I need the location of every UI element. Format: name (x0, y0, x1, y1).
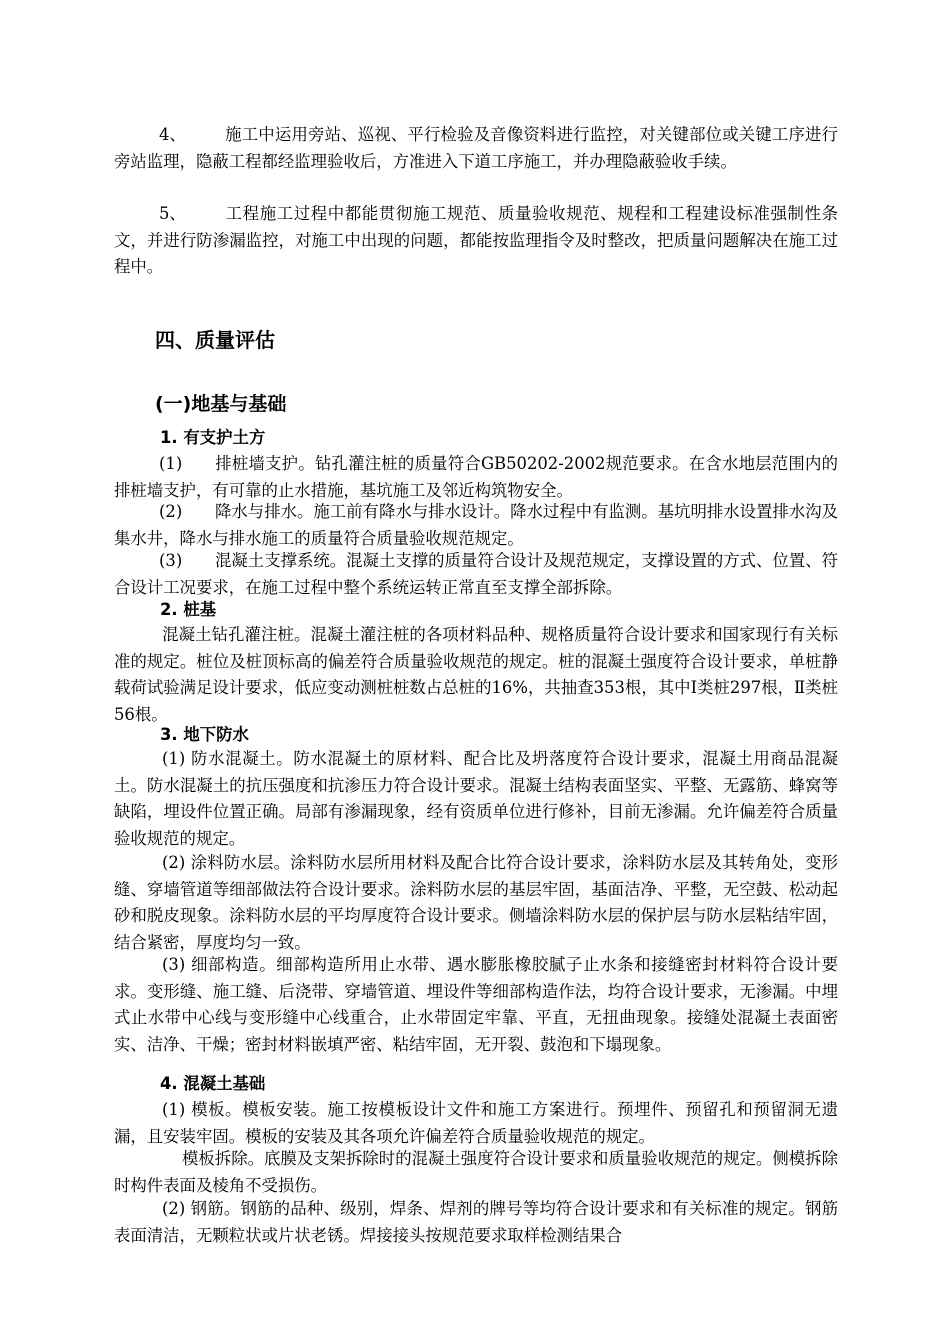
paragraph-concrete-2 (114, 1146, 838, 1199)
paragraph-waterproof-2 (114, 850, 838, 956)
paragraph-waterproof-3 (114, 952, 838, 1058)
concrete-text: (1) 模板。模板安装。施工按模板设计文件和施工方案进行。预埋件、预留孔和预留洞无遗漏，且安装牢固。模板的安装及其各项允许偏差符合质量验收规范的规定。 (114, 1100, 838, 1146)
paragraph-support-2 (114, 499, 838, 552)
item-number: 4、 (159, 125, 186, 144)
heading-supported-earthwork: 1. 有支护土方 (160, 428, 266, 447)
item-number: (3) (159, 551, 183, 570)
paragraph-support-3 (114, 548, 838, 601)
item-text: 混凝土支撑系统。混凝土支撑的质量符合设计及规范规定，支撑设置的方式、位置、符合设计工况要求，在施工过程中整个系统运转正常直至支撑全部拆除。 (114, 551, 838, 597)
section-title: 四、质量评估 (155, 328, 275, 352)
paragraph-concrete-3 (114, 1196, 838, 1249)
paragraph-item-5 (114, 201, 838, 281)
paragraph-support-1 (114, 451, 838, 504)
item-number: (2) (159, 502, 183, 521)
paragraph-pile (114, 622, 838, 728)
waterproof-text: (2) 涂料防水层。涂料防水层所用材料及配合比符合设计要求，涂料防水层及其转角处，变形缝、穿墙管道等细部做法符合设计要求。涂料防水层的基层牢固，基面洁净、平整，无空鼓、松动起砂和脱皮现象。涂料防水层的平均厚度符合设计要求。侧墙涂料防水层的保护层与防水层粘结牢固，结合紧密，厚度均匀一致。 (114, 853, 838, 952)
waterproof-text: (1) 防水混凝土。防水混凝土的原材料、配合比及坍落度符合设计要求，混凝土用商品混凝土。防水混凝土的抗压强度和抗渗压力符合设计要求。混凝土结构表面坚实、平整、无露筋、蜂窝等缺陷，埋设件位置正确。局部有渗漏现象，经有资质单位进行修补，目前无渗漏。允许偏差符合质量验收规范的规定。 (114, 749, 838, 848)
item-text: 降水与排水。施工前有降水与排水设计。降水过程中有监测。基坑明排水设置排水沟及集水井，降水与排水施工的质量符合质量验收规范规定。 (114, 502, 838, 548)
pile-text: 混凝土钻孔灌注桩。混凝土灌注桩的各项材料品种、规格质量符合设计要求和国家现行有关标准的规定。桩位及桩顶标高的偏差符合质量验收规范的规定。桩的混凝土强度符合设计要求，单桩静载荷试验满足设计要求，低应变动测桩桩数占总桩的16%，共抽查353根，其中Ⅰ类桩297根，Ⅱ类桩56根。 (114, 625, 838, 724)
paragraph-waterproof-1 (114, 746, 838, 852)
heading-underground-waterproof: 3. 地下防水 (160, 725, 249, 744)
item-text: 施工中运用旁站、巡视、平行检验及音像资料进行监控，对关键部位或关键工序进行旁站监理，隐蔽工程都经监理验收后，方准进入下道工序施工，并办理隐蔽验收手续。 (114, 125, 838, 171)
heading-concrete-foundation: 4. 混凝土基础 (160, 1074, 266, 1093)
waterproof-text: (3) 细部构造。细部构造所用止水带、遇水膨胀橡胶腻子止水条和接缝密封材料符合设计要求。变形缝、施工缝、后浇带、穿墙管道、埋设件等细部构造作法，均符合设计要求，无渗漏。中埋式止水带中心线与变形缝中心线重合，止水带固定牢靠、平直，无扭曲现象。接缝处混凝土表面密实、洁净、干燥；密封材料嵌填严密、粘结牢固，无开裂、鼓泡和下塌现象。 (114, 955, 838, 1054)
item-number: 5、 (159, 204, 186, 223)
item-text: 排桩墙支护。钻孔灌注桩的质量符合GB50202-2002规范要求。在含水地层范围内的排桩墙支护，有可靠的止水措施，基坑施工及邻近构筑物安全。 (114, 454, 838, 500)
item-number: (1) (159, 454, 183, 473)
paragraph-item-4 (114, 122, 838, 175)
heading-pile-foundation: 2. 桩基 (160, 600, 217, 619)
subsection-title: (一)地基与基础 (155, 393, 287, 415)
concrete-text: (2) 钢筋。钢筋的品种、级别，焊条、焊剂的牌号等均符合设计要求和有关标准的规定。钢筋表面清洁，无颗粒状或片状老锈。焊接接头按规范要求取样检测结果合 (114, 1199, 838, 1245)
concrete-text: 模板拆除。底膜及支架拆除时的混凝土强度符合设计要求和质量验收规范的规定。侧模拆除时构件表面及棱角不受损伤。 (114, 1149, 838, 1195)
paragraph-concrete-1 (114, 1097, 838, 1150)
item-text: 工程施工过程中都能贯彻施工规范、质量验收规范、规程和工程建设标准强制性条文，并进行防渗漏监控，对施工中出现的问题，都能按监理指令及时整改，把质量问题解决在施工过程中。 (114, 204, 838, 276)
